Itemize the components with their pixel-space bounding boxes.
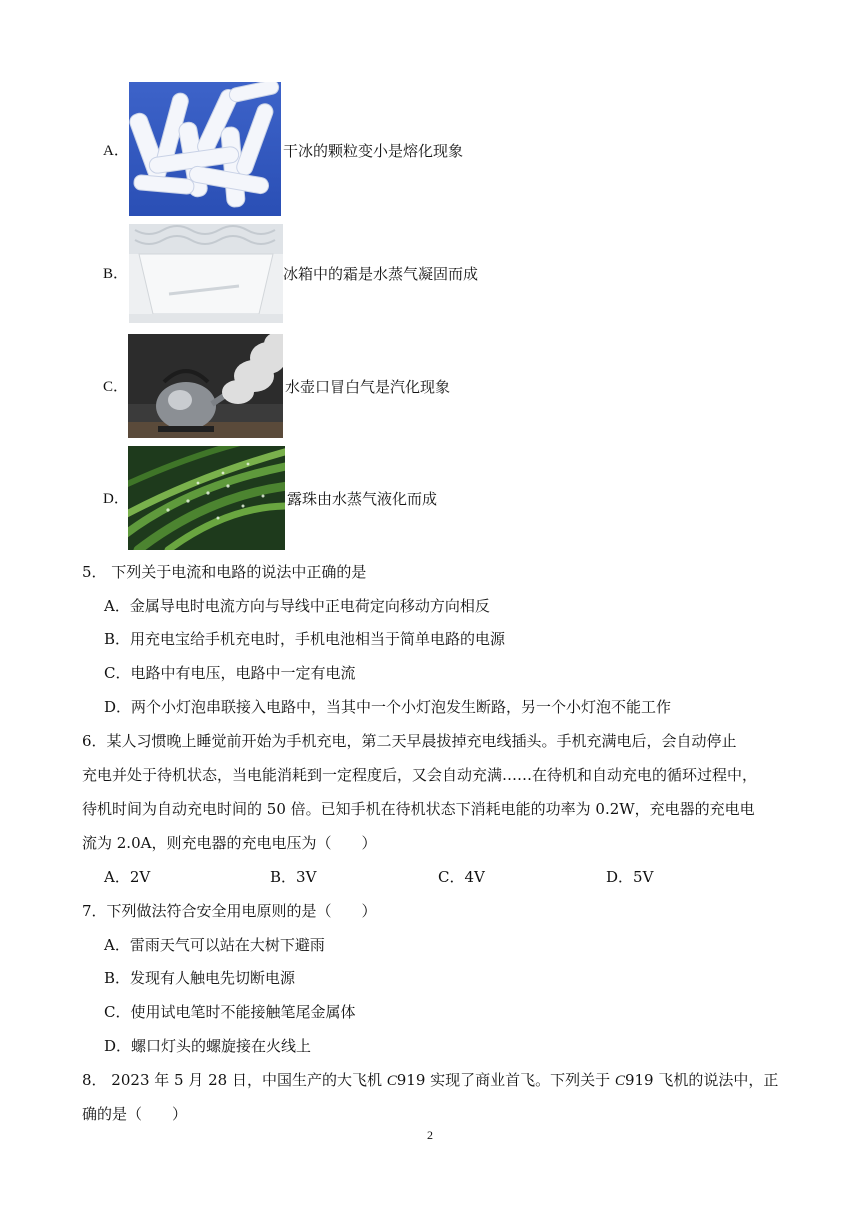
q4-option-d-text: 露珠由水蒸气液化而成: [287, 490, 438, 508]
q8-math-c-2: C: [614, 1073, 625, 1089]
q4-option-c-label[interactable]: C．: [103, 379, 129, 395]
q6-choice-b[interactable]: B．3V: [270, 868, 317, 886]
q6-choice-d[interactable]: D．5V: [606, 868, 654, 886]
q8-text-part-2: 919 实现了商业首飞。下列关于: [396, 1071, 615, 1089]
q6-choice-a[interactable]: A．2V: [104, 868, 151, 886]
freezer-frost-photo: [129, 224, 283, 323]
q4-option-b-label[interactable]: B．: [103, 266, 129, 282]
kettle-steam-photo: [128, 334, 283, 438]
dew-on-grass-photo: [128, 446, 285, 550]
q8-line-1: [82, 1070, 778, 1091]
q7-option-b[interactable]: B．发现有人触电先切断电源: [104, 969, 296, 987]
q4-option-a-label[interactable]: A．: [103, 143, 129, 159]
q8-math-c-1: C: [386, 1073, 397, 1089]
q5-option-b[interactable]: B．用充电宝给手机充电时，手机电池相当于简单电路的电源: [104, 630, 506, 648]
q8-text-part-1: 8． 2023 年 5 月 28 日，中国生产的大飞机: [82, 1071, 387, 1089]
q6-choice-c[interactable]: C．4V: [438, 868, 485, 886]
q5-stem: 5． 下列关于电流和电路的说法中正确的是: [82, 563, 367, 581]
q4-option-c-text: 水壶口冒白气是汽化现象: [285, 378, 451, 396]
q5-option-d[interactable]: D．两个小灯泡串联接入电路中，当其中一个小灯泡发生断路，另一个小灯泡不能工作: [104, 698, 672, 716]
q8-text-part-3: 919 飞机的说法中，正: [624, 1071, 779, 1089]
q6-line-2: 充电并处于待机状态，当电能消耗到一定程度后，又会自动充满……在待机和自动充电的循环过程中，: [82, 766, 758, 784]
q4-option-a-text: 干冰的颗粒变小是熔化现象: [283, 142, 464, 160]
q7-option-a[interactable]: A．雷雨天气可以站在大树下避雨: [104, 936, 325, 954]
q6-line-3: 待机时间为自动充电时间的 50 倍。已知手机在待机状态下消耗电能的功率为 0.2W，充电器的充电电: [82, 800, 755, 818]
q5-option-c[interactable]: C．电路中有电压，电路中一定有电流: [104, 664, 356, 682]
q6-line-4: 流为 2.0A，则充电器的充电电压为（ ）: [82, 834, 377, 852]
q7-option-c[interactable]: C．使用试电笔时不能接触笔尾金属体: [104, 1003, 356, 1021]
page-number: 2: [427, 1128, 433, 1142]
q7-stem: 7．下列做法符合安全用电原则的是（ ）: [82, 902, 377, 920]
q5-option-a[interactable]: A．金属导电时电流方向与导线中正电荷定向移动方向相反: [104, 597, 490, 615]
q7-option-d[interactable]: D．螺口灯头的螺旋接在火线上: [104, 1037, 312, 1055]
q4-option-b-text: 冰箱中的霜是水蒸气凝固而成: [283, 265, 479, 283]
dry-ice-photo: [129, 82, 281, 216]
q6-line-1: 6．某人习惯晚上睡觉前开始为手机充电，第二天早晨拔掉充电线插头。手机充满电后，会自动停止: [82, 732, 737, 750]
q8-line-2: 确的是（ ）: [82, 1105, 188, 1123]
q4-option-d-label[interactable]: D．: [103, 491, 129, 507]
